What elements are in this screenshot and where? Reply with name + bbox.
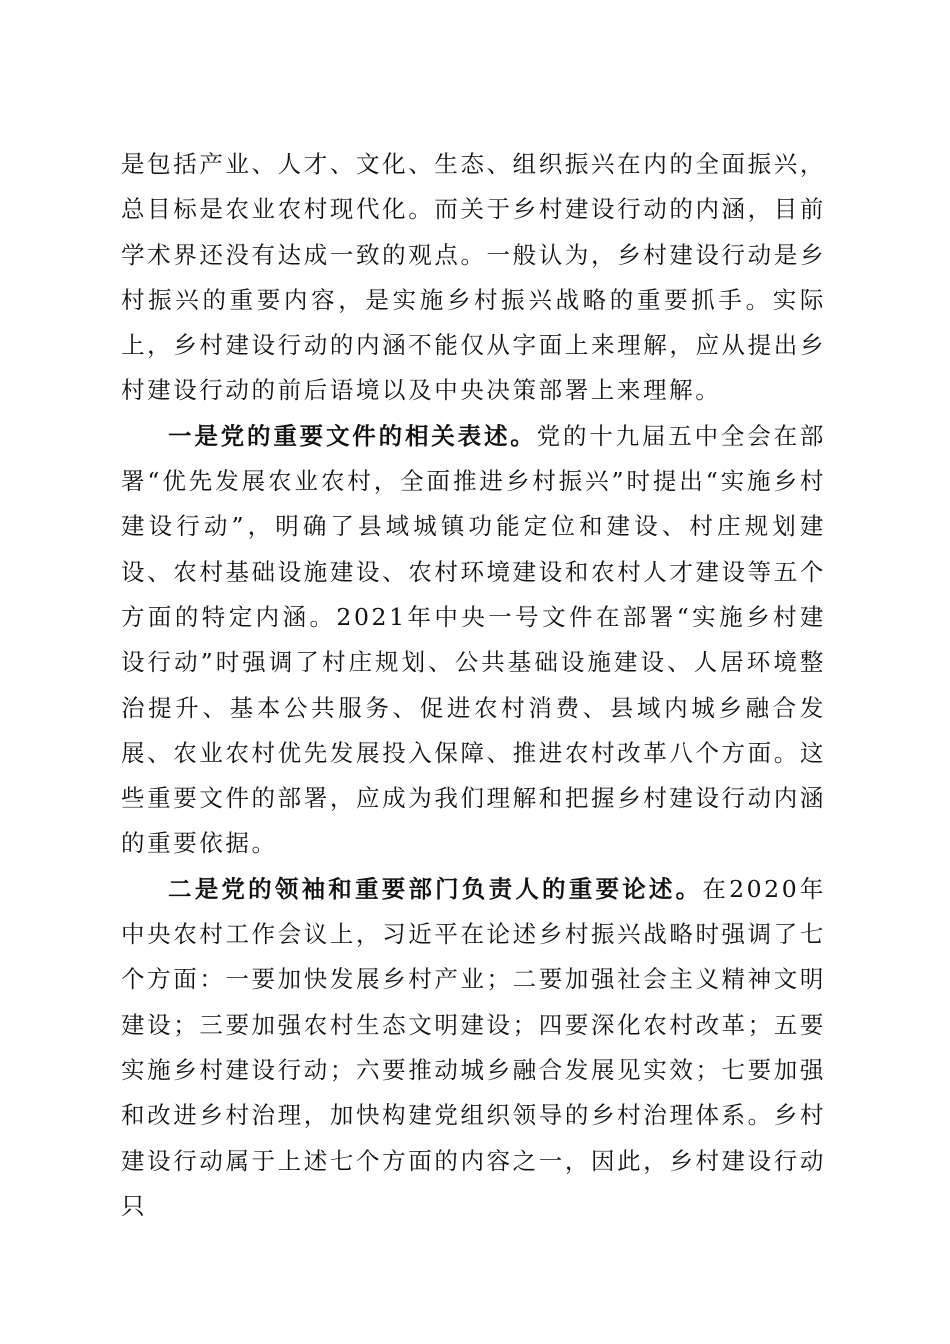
paragraph-3-lead: 二是党的领袖和重要部门负责人的重要论述。 [168,874,703,903]
paragraph-2-lead: 一是党的重要文件的相关表述。 [168,421,537,450]
paragraph-2-text: 党的十九届五中全会在部署“优先发展农业农村，全面推进乡村振兴”时提出“实施乡村建设行动”，明确了县域城镇功能定位和建设、村庄规划建设、农村基础设施建设、农村环境建设和农村人才建设等五个方面的特定内涵。2021年中央一号文件在部署“实施乡村建设行动”时强调了村庄规划、公共基础设施建设、人居环境整治提升、基本公共服务、促进农村消费、县域内城乡融合发展、农业农村优先发展投入保障、推进农村改革八个方面。这些重要文件的部署，应成为我们理解和把握乡村建设行动内涵的重要依据。 [121,421,826,858]
paragraph-3 [121,867,826,1229]
paragraph-3-text: 在2020年中央农村工作会议上，习近平在论述乡村振兴战略时强调了七个方面：一要加快发展乡村产业；二要加强社会主义精神文明建设；三要加强农村生态文明建设；四要深化农村改革；五要实施乡村建设行动；六要推动城乡融合发展见实效；七要加强和改进乡村治理，加快构建党组织领导的乡村治理体系。乡村建设行动属于上述七个方面的内容之一，因此，乡村建设行动只 [121,874,827,1220]
paragraph-2 [121,414,826,867]
paragraph-1 [121,142,826,414]
document-page [121,142,826,1229]
paragraph-1-text: 是包括产业、人才、文化、生态、组织振兴在内的全面振兴，总目标是农业农村现代化。而关于乡村建设行动的内涵，目前学术界还没有达成一致的观点。一般认为，乡村建设行动是乡村振兴的重要内容，是实施乡村振兴战略的重要抓手。实际上，乡村建设行动的内涵不能仅从字面上来理解，应从提出乡村建设行动的前后语境以及中央决策部署上来理解。 [121,150,826,405]
